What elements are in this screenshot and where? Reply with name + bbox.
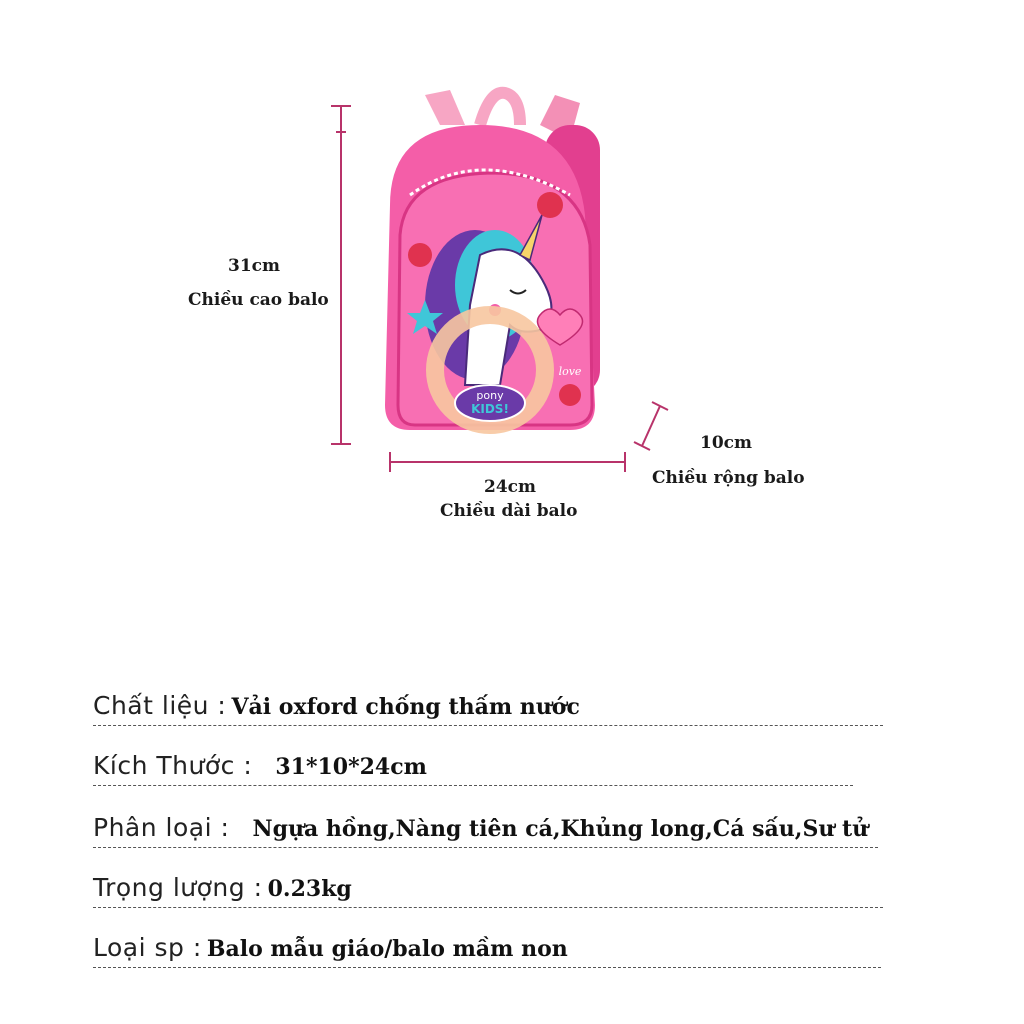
spec-key: Kích Thước : bbox=[93, 751, 253, 780]
spec-row-size bbox=[93, 726, 853, 786]
height-caption: Chiều cao balo bbox=[188, 290, 329, 310]
spec-key: Trọng lượng : bbox=[93, 873, 263, 902]
length-value: 24cm bbox=[484, 477, 536, 497]
length-caption: Chiều dài balo bbox=[440, 501, 578, 521]
spec-value: 0.23kg bbox=[267, 876, 352, 902]
dashed-divider bbox=[93, 785, 853, 786]
spec-row-material bbox=[93, 666, 883, 726]
spec-row-weight bbox=[93, 848, 883, 908]
height-value: 31cm bbox=[228, 256, 280, 276]
dashed-divider bbox=[93, 967, 881, 968]
width-line bbox=[642, 406, 660, 446]
spec-value: 31*10*24cm bbox=[275, 754, 427, 780]
love-text: love bbox=[558, 365, 582, 378]
width-value: 10cm bbox=[700, 433, 752, 453]
spec-value: Vải oxford chống thấm nước bbox=[231, 694, 580, 720]
spec-key: Chất liệu : bbox=[93, 691, 227, 720]
pony-text: pony bbox=[476, 389, 504, 402]
spec-value: Balo mẫu giáo/balo mầm non bbox=[206, 936, 568, 962]
spec-row-variants bbox=[93, 788, 878, 848]
width-caption: Chiều rộng balo bbox=[652, 468, 805, 488]
spec-key: Phân loại : bbox=[93, 813, 230, 842]
spec-key: Loại sp : bbox=[93, 933, 202, 962]
kids-text: KIDS! bbox=[471, 402, 509, 416]
spec-row-type bbox=[93, 908, 881, 968]
spec-value: Ngựa hồng,Nàng tiên cá,Khủng long,Cá sấu,Sư tử bbox=[252, 816, 869, 842]
